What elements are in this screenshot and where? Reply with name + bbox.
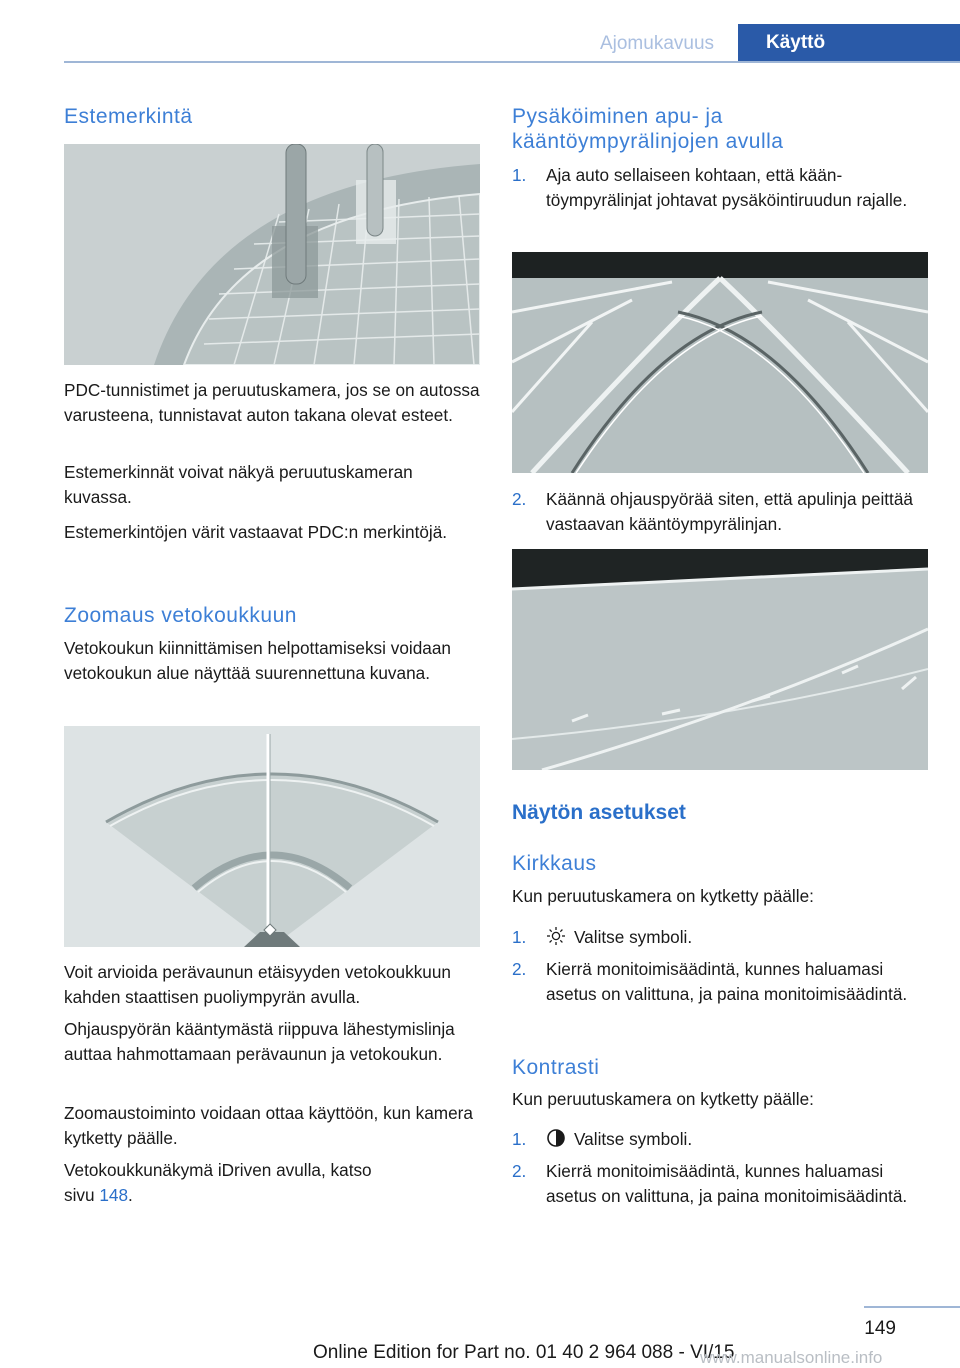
paragraph-zoom-activation: Zoomaustoiminto voidaan ottaa käyttöön, kun kamera kytketty päälle.	[64, 1103, 473, 1148]
figure-overlapping-line	[512, 549, 928, 770]
step-text-with-icon	[546, 925, 928, 950]
paragraph-zoom-description: Vetokoukun kiinnittämisen helpottamiseksi voidaan vetokoukun alue näyttää suurennettuna kuvana.	[64, 638, 451, 683]
footer-rule	[864, 1306, 960, 1308]
step-text: Kierrä monitoimisäädintä, kunnes haluamasi asetus on valittuna, ja paina monitoimisäädintä.	[546, 1161, 908, 1206]
step-text: Käännä ohjauspyörää siten, että apulinja peittää vastaavan kääntöympyrälinjan.	[546, 489, 913, 534]
paragraph-semicircles: Voit arvioida perävaunun etäisyyden vetokoukkuun kahden staattisen puoliympyrän avulla.	[64, 962, 451, 1007]
heading-zoom-tow-hitch: Zoomaus vetokoukkuun	[64, 604, 297, 627]
step-number: 1.	[512, 1129, 527, 1149]
list-item	[512, 1159, 928, 1233]
heading-display-settings: Näytön asetukset	[512, 801, 686, 824]
page-footer	[0, 1318, 960, 1367]
list-item	[512, 1127, 928, 1153]
paragraph-approach-line: Ohjauspyörän kääntymästä riippuva lähestymislinja auttaa hahmottamaan perävaunun ja vetokoukun.	[64, 1019, 455, 1064]
heading-brightness: Kirkkaus	[512, 852, 597, 875]
step-number: 1.	[512, 165, 527, 185]
heading-contrast: Kontrasti	[512, 1056, 600, 1079]
page-word: sivu	[64, 1184, 95, 1205]
step-text: Valitse symboli.	[574, 927, 693, 947]
step-number: 2.	[512, 959, 527, 979]
edition-info: Online Edition for Part no. 01 40 2 964 088 - VI/15	[313, 1342, 735, 1363]
step-text: Aja auto sellaiseen kohtaan, että kääntöympyrälinjat johtavat pysäköintiruudun rajalle.	[546, 165, 908, 210]
header-rule	[64, 61, 960, 63]
idrive-text: Vetokoukkunäkymä iDriven avulla, katso	[64, 1160, 372, 1180]
paragraph-brightness-intro: Kun peruutuskamera on kytketty päälle:	[512, 886, 814, 906]
section-tab: Ajomukavuus	[599, 33, 715, 54]
page-header	[0, 0, 960, 62]
sun-icon[interactable]	[546, 926, 566, 946]
list-item	[512, 487, 928, 537]
list-item	[512, 163, 928, 237]
watermark: www.manualsonline.info	[700, 1348, 883, 1367]
step-number: 2.	[512, 489, 527, 509]
heading-parking-lines: Pysäköiminen apu- ja kääntöympyrälinjojen avulla	[512, 105, 784, 153]
step-text: Kierrä monitoimisäädintä, kunnes haluamasi asetus on valittuna, ja paina monitoimisäädintä.	[546, 959, 908, 1004]
paragraph-contrast-intro: Kun peruutuskamera on kytketty päälle:	[512, 1089, 814, 1109]
page-link[interactable]: 148	[99, 1184, 129, 1205]
paragraph-obstacle-display: Estemerkinnät voivat näkyä peruutuskameran kuvassa.	[64, 462, 413, 507]
figure-tow-hitch-zoom	[64, 726, 480, 947]
paragraph-obstacle-colors: Estemerkintöjen värit vastaavat PDC:n merkintöjä.	[64, 522, 448, 542]
step-text: Valitse symboli.	[574, 1129, 693, 1149]
page-number: 149	[864, 1318, 896, 1339]
list-item	[512, 957, 928, 1031]
paragraph-idriven-reference	[64, 1158, 480, 1207]
paragraph-pdc-sensors: PDC-tunnistimet ja peruutuskamera, jos se on autossa varusteena, tunnistavat auton takana olevat esteet.	[64, 380, 480, 425]
chapter-tab: Käyttö	[738, 24, 960, 62]
heading-obstacle-marking: Estemerkintä	[64, 105, 193, 128]
list-item	[512, 925, 928, 951]
figure-turning-circle-lines	[512, 252, 928, 473]
period: .	[128, 1184, 133, 1205]
contrast-icon[interactable]	[546, 1128, 566, 1148]
figure-obstacle-marking	[64, 144, 480, 365]
step-number: 2.	[512, 1161, 527, 1181]
step-number: 1.	[512, 927, 527, 947]
step-text-with-icon	[546, 1127, 928, 1152]
